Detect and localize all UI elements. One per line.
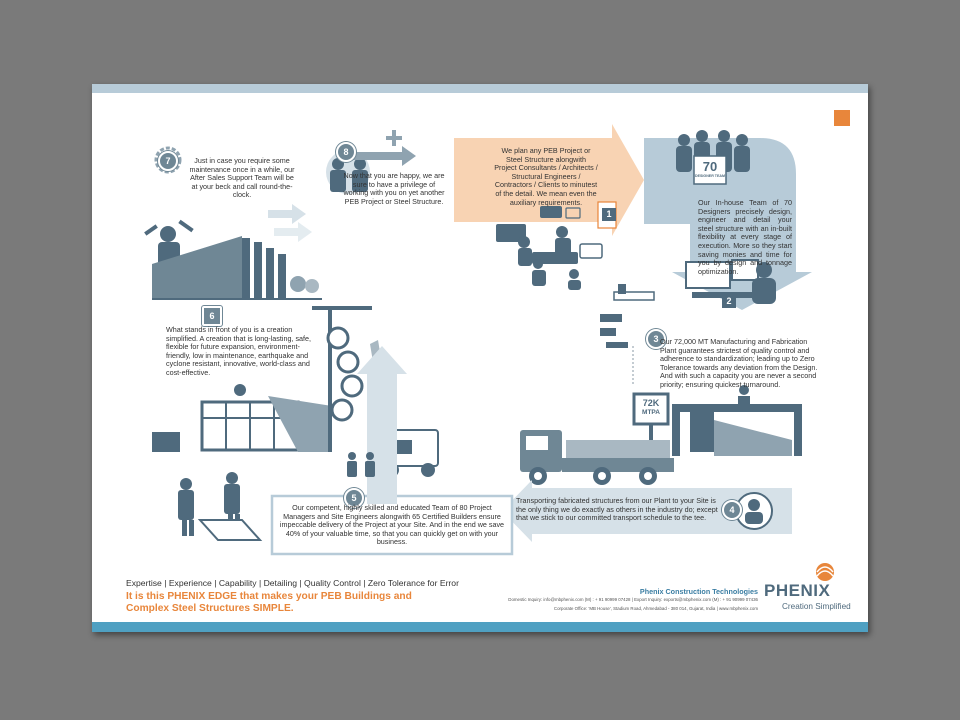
step-7-number: 7: [158, 151, 178, 171]
phenix-logo-icon: [816, 563, 834, 581]
step-2-text: Our In-house Team of 70 Designers precisely design, engineer and detail your steel structure with an in-built flexibility at every stage of execution. More so they start saving monies and time for you by design and tonnage optimization.: [698, 198, 792, 276]
step-6-number: 6: [202, 306, 222, 326]
contact-info: Domestic Inquiry: info@mbphenix.com (M) : + 91 90999 07428 | Export Inquiry: exports@mbphenix.com (M) : + 91 90999 07436: [508, 597, 758, 602]
brand-tagline: Creation Simplified: [782, 602, 851, 611]
plant-crane-icon: [672, 385, 802, 456]
mb-logo: [834, 110, 850, 126]
designer-team-label: DESIGNER TEAM: [695, 174, 725, 178]
capacity-unit: MTPA: [642, 409, 660, 416]
feature-badges: [328, 328, 362, 420]
worker-pair-icon: [347, 452, 375, 477]
office-address: Corporate Office: 'MB House', Stadium Road, Ahmedabad - 380 014, Gujarat, India | www.mbphenix.com: [553, 606, 758, 611]
arrow-right-icon: [274, 222, 312, 242]
step-1-text: We plan any PEB Project or Steel Structure alongwith Project Consultants / Architects / Structural Engineers / Contractors / Clients to minutest of the detail. We mean even the auxiliary requirements.: [494, 146, 598, 207]
step-8-text: Now that you are happy, we are sure to have a privilege of working with you on yet another PEB Project or Steel Structure.: [343, 171, 445, 206]
progress-arrow: [357, 346, 407, 504]
brochure-spread: [92, 84, 868, 632]
designer-team-count: 70: [702, 159, 718, 174]
edge-line-2: Complex Steel Structures SIMPLE.: [126, 603, 294, 614]
step-3-text: Our 72,000 MT Manufacturing and Fabrication Plant guarantees strictest of quality control and adherence to standardization; leading up to Zero Tolerance towards any deviation from the Design. And with such a capacity you are never a second priority; ensuring quickest turnaround.: [660, 337, 818, 389]
plus-icon: [386, 136, 402, 140]
capacity-value: 72K: [642, 398, 660, 408]
step-4-text: Transporting fabricated structures from our Plant to your Site is the only thing we do exactly as others in the industry do; except that we stick to our committed transport schedule to the tee.: [516, 496, 718, 523]
step-8-number: 8: [336, 142, 356, 162]
phenix-edge-statement: [126, 591, 412, 615]
step-4-number: 4: [722, 500, 742, 520]
edge-line-1: It is this PHENIX EDGE that makes your PEB Buildings and: [126, 591, 412, 602]
bottom-band: [92, 622, 868, 632]
step-2-number: 2: [722, 295, 736, 308]
brand-logo: PHENIX: [764, 581, 831, 600]
step-1-number: 1: [602, 208, 616, 221]
capabilities-tagline: Expertise | Experience | Capability | Detailing | Quality Control | Zero Tolerance for Error: [126, 578, 459, 588]
arrow-right-icon: [268, 204, 306, 224]
step-5-number: 5: [344, 488, 364, 508]
step-5-text: Our competent, highly skilled and educated Team of 80 Project Managers and Site Engineers alongwith 65 Certified Builders ensure impeccable delivery of the Project at your Site. And in the end we save 40% of your valuable time, so that you can quickly get on with your business.: [279, 503, 505, 547]
step-6-text: What stands in front of you is a creation simplified. A creation that is long-lasting, safe, flexible for future expansion, environment-friendly, low in maintenance, earthquake and cyclone resistant, innovative, world-class and cost-effective.: [166, 325, 312, 377]
step-7-text: Just in case you require some maintenance once in a while, our After Sales Support Team will be at your beck and call round-the-clock.: [189, 156, 295, 200]
step-3-number: 3: [646, 329, 666, 349]
company-name: Phenix Construction Technologies: [639, 587, 758, 596]
site-engineers-icon: [178, 472, 260, 540]
